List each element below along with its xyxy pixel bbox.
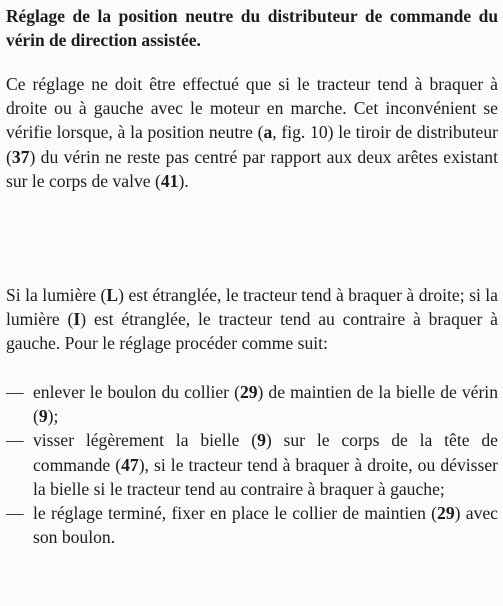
procedure-step-1: — enlever le boulon du collier (29) de maintien de la bielle de vérin (9); (6, 382, 498, 427)
list-dash: — (6, 382, 24, 402)
intro-paragraph: Ce réglage ne doit être effectué que si le tracteur tend à braquer à droite ou à gauche avec le moteur en marche. Cet inconvénient se vérifie lorsque, à la position neutre (a, fig. 10) le tiroir de distributeur (37) du vérin ne reste pas centré par rapport aux deux arêtes existant sur le corps de valve (41). (6, 74, 498, 191)
ref-part-41: 41 (160, 170, 179, 191)
ref-part-37: 37 (11, 146, 30, 167)
ref-part-29: 29 (437, 503, 455, 524)
ref-part-29: 29 (239, 382, 258, 402)
ref-port-L: L (106, 285, 119, 305)
ref-part-9: 9 (38, 406, 48, 427)
list-dash: — (6, 503, 24, 524)
procedure-step-2: — visser légèrement la bielle (9) sur le corps de la tête de commande (47), si le tracteur tend à braquer à droite, ou dévisser la bielle si le tracteur tend au contraire à braquer à gauche; (6, 430, 498, 499)
procedure-step-3: — le réglage terminé, fixer en place le collier de maintien (29) avec son boulon. (6, 503, 498, 548)
ref-position-a: a (263, 122, 273, 143)
ref-port-I: I (73, 309, 81, 330)
section-title: Réglage de la position neutre du distributeur de commande du vérin de direction assistée. (6, 6, 498, 50)
list-dash: — (6, 430, 24, 451)
ref-part-47: 47 (121, 454, 139, 475)
procedure-paragraph: Si la lumière (L) est étranglée, le tracteur tend à braquer à droite; si la lumière (I) est étranglée, le tracteur tend au contraire à braquer à gauche. Pour le réglage procéder comme suit: (6, 285, 498, 354)
procedure-steps-list (6, 380, 498, 549)
ref-part-9: 9 (257, 430, 266, 451)
